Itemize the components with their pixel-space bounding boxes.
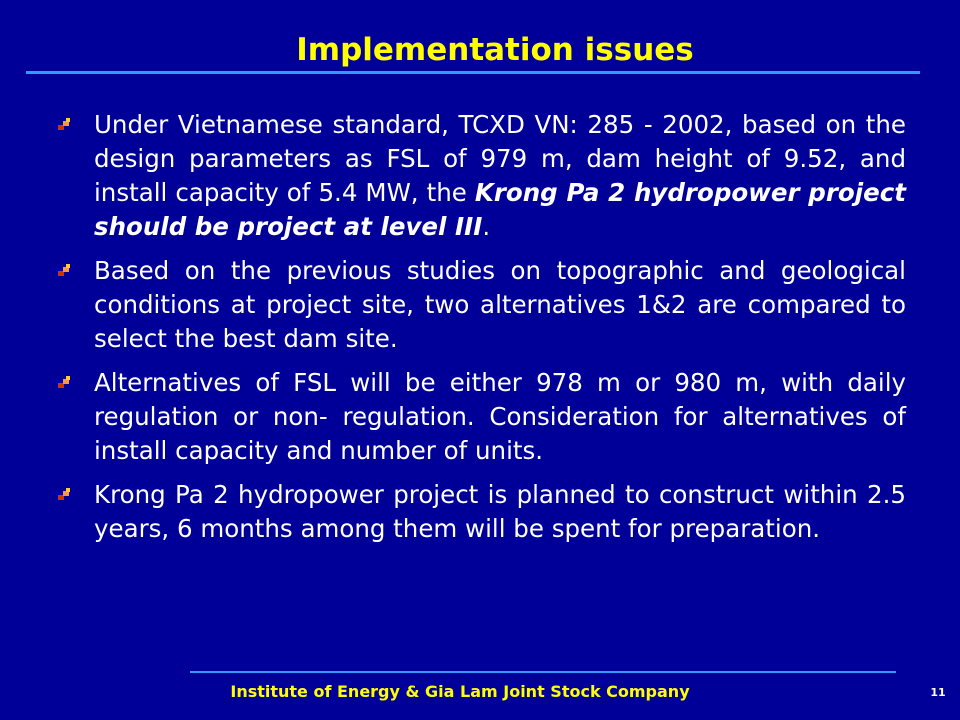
bullet-item bbox=[56, 366, 906, 468]
bullet-icon bbox=[58, 118, 70, 130]
bullet-text-tail: . bbox=[482, 212, 491, 241]
bullet-text bbox=[94, 108, 906, 244]
bullet-text-lead: Under Vietnamese standard, TCXD VN: 285 - 2002, based on the design parameters as FSL of 979 m, dam height of 9.52, and install capacity of 5.4 MW, the bbox=[94, 110, 906, 207]
bullet-icon bbox=[58, 488, 70, 500]
bullet-item bbox=[56, 478, 906, 546]
bullet-list bbox=[56, 108, 906, 556]
slide-title: Implementation issues bbox=[296, 32, 694, 68]
bullet-text: Based on the previous studies on topographic and geological conditions at project site, two alternatives 1&2 are compared to select the best dam site. bbox=[94, 256, 906, 353]
footer-rule bbox=[190, 671, 896, 673]
project-level-emphasis: Krong Pa 2 hydropower project should be project at level III bbox=[94, 178, 906, 241]
bullet-icon bbox=[58, 376, 70, 388]
page-number: 11 bbox=[930, 686, 946, 699]
footer-organization: Institute of Energy & Gia Lam Joint Stock Company bbox=[230, 682, 690, 701]
bullet-text: Alternatives of FSL will be either 978 m or 980 m, with daily regulation or non- regulation. Consideration for alternatives of install capacity and number of units. bbox=[94, 368, 906, 465]
bullet-item bbox=[56, 108, 906, 244]
bullet-text: Krong Pa 2 hydropower project is planned to construct within 2.5 years, 6 months among them will be spent for preparation. bbox=[94, 480, 906, 543]
bullet-icon bbox=[58, 264, 70, 276]
title-underline bbox=[26, 71, 920, 74]
bullet-item bbox=[56, 254, 906, 356]
